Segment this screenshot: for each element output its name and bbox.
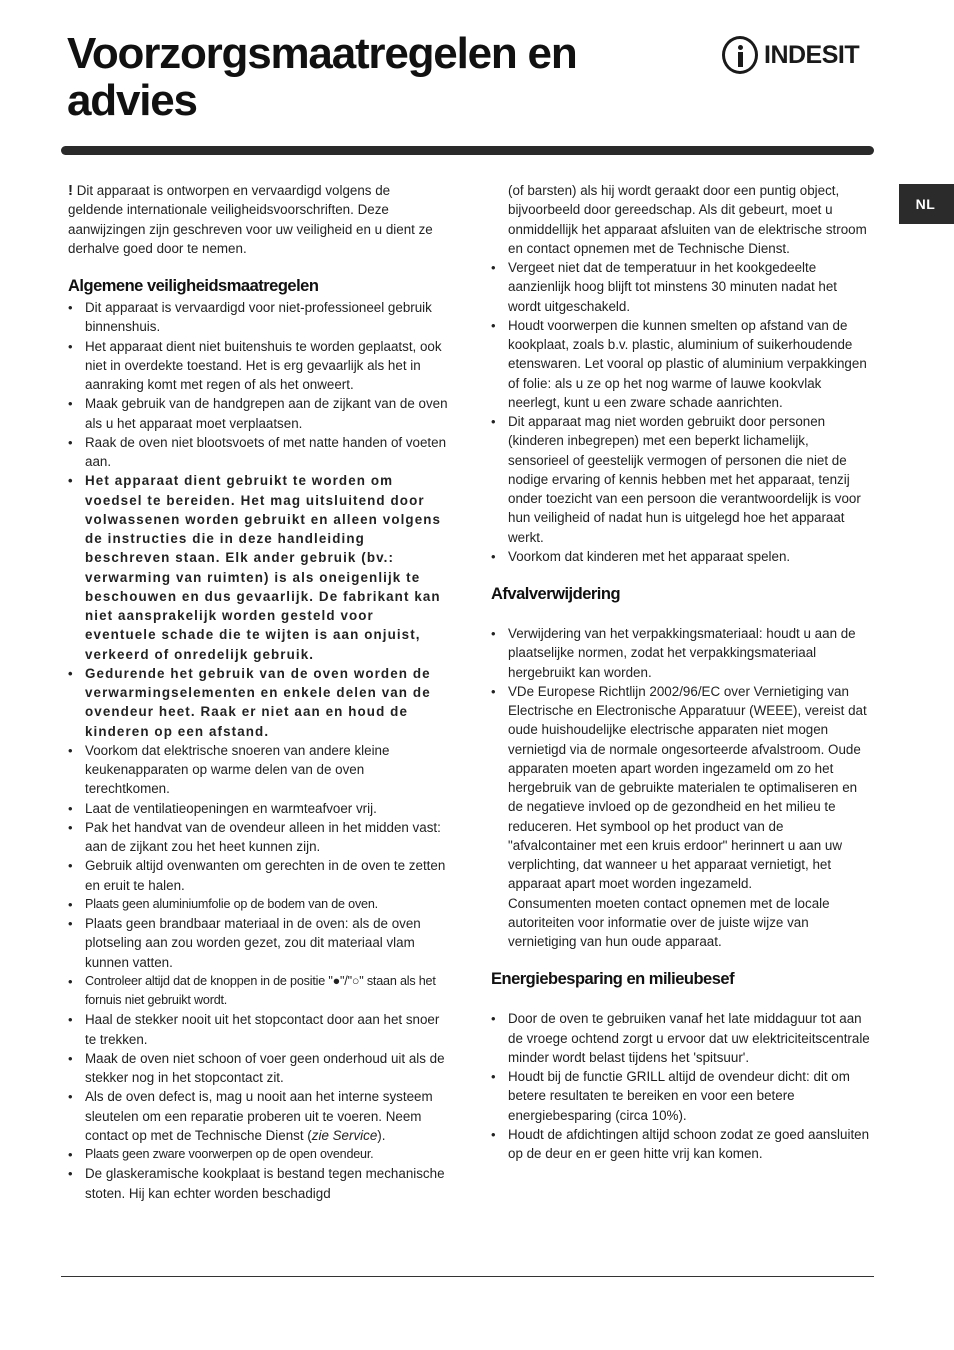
heading-energy: Energiebesparing en milieubesef — [491, 970, 735, 989]
list-item-warning: • Gedurende het gebruik van de oven worden de verwarmingselementen en enkele delen van de ovendeur heet. Raak er niet aan en houd de kinderen op een afstand. — [68, 664, 448, 741]
list-item: • Plaats geen aluminiumfolie op de bodem van de oven. — [68, 895, 448, 914]
list-item — [491, 682, 873, 952]
right-column — [491, 181, 873, 1163]
list-item: • Plaats geen brandbaar materiaal in de oven: als de oven plotseling aan zou worden gezet, zou dit materiaal vlam kunnen vatten. — [68, 914, 448, 972]
continued-text: (of barsten) als hij wordt geraakt door een puntig object, bijvoorbeeld door gereedschap. Als dit gebeurt, moet u onmiddellijk het apparaat afsluiten van de elektrische stroom en contact opnemen met de Technische Dienst. — [508, 183, 867, 256]
brand-name: INDESIT — [764, 40, 860, 69]
disposal-list — [491, 624, 873, 951]
list-item — [68, 1087, 448, 1145]
page-title-line-2: advies — [67, 76, 197, 125]
list-item: • Verwijdering van het verpakkingsmateriaal: houdt u aan de plaatselijke normen, zodat het verpakkingsmateriaal hergebruikt kan worden. — [491, 624, 873, 682]
heading-disposal: Afvalverwijdering — [491, 585, 621, 603]
list-item: • Pak het handvat van de ovendeur alleen in het midden vast: aan de zijkant zou het heet kunnen zijn. — [68, 818, 448, 857]
page-title — [67, 30, 577, 124]
list-item-text-end: ). — [377, 1127, 386, 1143]
list-item: • Gebruik altijd ovenwanten om gerechten in de oven te zetten en eruit te halen. — [68, 856, 448, 895]
page-title-line-1: Voorzorgsmaatregelen en — [67, 29, 577, 78]
heading-general-safety: Algemene veiligheidsmaatregelen — [68, 277, 319, 295]
list-item: • Voorkom dat elektrische snoeren van andere kleine keukenapparaten op warme delen van de oven terechtkomen. — [68, 741, 448, 799]
list-item: • Maak gebruik van de handgrepen aan de zijkant van de oven als u het apparaat moet verplaatsen. — [68, 394, 448, 433]
left-column — [68, 181, 448, 1203]
list-item: • Controleer altijd dat de knoppen in de positie "●"/"○" staan als het fornuis niet gebruikt wordt. — [68, 972, 448, 1011]
language-tab: NL — [899, 184, 954, 224]
service-reference: zie Service — [311, 1127, 378, 1143]
general-safety-list-continued — [491, 258, 873, 566]
intro-text: Dit apparaat is ontworpen en vervaardigd volgens de geldende internationale veiligheidsvoorschriften. Deze aanwijzingen zijn geschreven voor uw veiligheid en u dient ze derhalve goed door te nemen. — [68, 183, 433, 256]
footer-divider — [61, 1276, 874, 1277]
list-item: • Maak de oven niet schoon of voer geen onderhoud uit als de stekker nog in het stopcontact zit. — [68, 1049, 448, 1088]
brand-i-icon — [722, 36, 758, 74]
list-item: • Plaats geen zware voorwerpen op de open ovendeur. — [68, 1145, 448, 1164]
list-item: • Dit apparaat is vervaardigd voor niet-professioneel gebruik binnenshuis. — [68, 298, 448, 337]
list-item-text: Als de oven defect is, mag u nooit aan het interne systeem sleutelen om een reparatie proberen uit te voeren. Neem contact op met de Technische Dienst ( — [85, 1089, 433, 1143]
list-item: • De glaskeramische kookplaat is bestand tegen mechanische stoten. Hij kan echter worden beschadigd — [68, 1164, 448, 1203]
warning-icon: ! — [68, 182, 73, 199]
list-item: • Dit apparaat mag niet worden gebruikt door personen (kinderen inbegrepen) met een beperkt lichamelijk, sensorieel of geestelijk vermogen of personen die niet de nodige ervaring of kennis hebben met het apparaat, tenzij onder toezicht van een persoon die verantwoordelijk is voor hun veiligheid of nadat hun is uitgelegd hoe het apparaat werkt. — [491, 412, 873, 547]
intro-paragraph — [68, 181, 448, 258]
list-item: • Voorkom dat kinderen met het apparaat spelen. — [491, 547, 873, 566]
list-item: • Laat de ventilatieopeningen en warmteafvoer vrij. — [68, 799, 448, 818]
list-item: • Raak de oven niet blootsvoets of met natte handen of voeten aan. — [68, 433, 448, 472]
header-divider — [61, 146, 874, 155]
general-safety-list — [68, 298, 448, 1203]
list-item: • Houdt bij de functie GRILL altijd de ovendeur dicht: dit om betere resultaten te bereiken en voor een betere energiebesparing (circa 10%). — [491, 1067, 873, 1125]
list-item-text: • VDe Europese Richtlijn 2002/96/EC over Vernietiging van Electrische en Electronische Apparatuur (WEEE), vereist dat oude huishoudelijke electrische apparaten niet mogen vernietigd via de normale ongesorteerde afvalstroom. Oude apparaten moeten apart worden ingezameld om zo het hergebruik van de gebruikte materialen te optimaliseren en de negatieve invloed op de gezondheid en het milieu te reduceren. Het symbool op het product van de "afvalcontainer met een kruis erdoor" herinnert u aan uw verplichting, dat wanneer u het apparaat vernietigt, het apparaat apart moet worden ingezameld. — [508, 683, 867, 892]
list-item-extra: Consumenten moeten contact opnemen met de locale autoriteiten voor informatie over de juiste wijze van vernietiging van hun oude apparaat. — [508, 895, 830, 949]
list-item-warning: • Het apparaat dient gebruikt te worden om voedsel te bereiden. Het mag uitsluitend door volwassenen worden gebruikt en alleen volgens de instructies die in deze handleiding beschreven staan. Elk ander gebruik (bv.: verwarming van ruimten) is als oneigenlijk te beschouwen en dus gevaarlijk. De fabrikant kan niet aansprakelijk worden gesteld voor eventuele schade die te wijten is aan onjuist, verkeerd of onredelijk gebruik. — [68, 471, 448, 664]
list-item: • Door de oven te gebruiken vanaf het late middaguur tot aan de vroege ochtend zorgt u ervoor dat uw elektriciteitscentrale minder wordt belast tijdens het 'spitsuur'. — [491, 1009, 873, 1067]
list-item: • Vergeet niet dat de temperatuur in het kookgedeelte aanzienlijk hoog blijft tot minstens 30 minuten nadat het wordt uitgeschakeld. — [491, 258, 873, 316]
list-item: • Het apparaat dient niet buitenshuis te worden geplaatst, ook niet in overdekte toestand. Het is erg gevaarlijk als het in aanraking komt met regen of als het onweert. — [68, 337, 448, 395]
energy-list — [491, 1009, 873, 1163]
brand-logo — [722, 33, 878, 77]
list-item: • Houdt voorwerpen die kunnen smelten op afstand van de kookplaat, zoals b.v. plastic, aluminium of suikerhoudende etenswaren. Let vooral op plastic of aluminium verpakkingen of folie: als u ze op het nog warme of lauwe kookvlak neerlegt, kunt u een zware schade aanrichten. — [491, 316, 873, 412]
list-item: • Houdt de afdichtingen altijd schoon zodat ze goed aansluiten op de deur en er geen hitte vrij kan komen. — [491, 1125, 873, 1164]
list-item: • Haal de stekker nooit uit het stopcontact door aan het snoer te trekken. — [68, 1010, 448, 1049]
